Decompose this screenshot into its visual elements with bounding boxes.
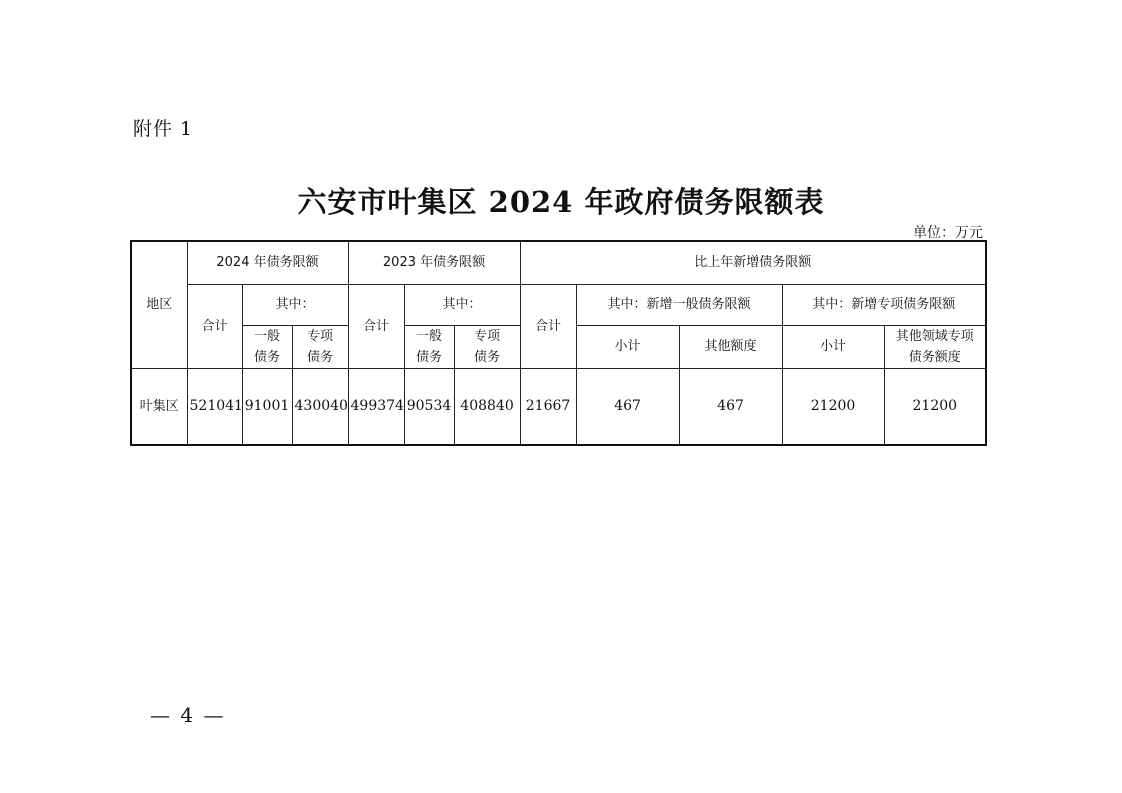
debt-limit-table	[130, 240, 987, 446]
cell-general-2023: 90534	[404, 368, 454, 445]
header-special-line1: 专项	[307, 328, 334, 344]
header-other-special-line2: 债务额度	[908, 349, 961, 365]
header-general-debt-2024	[242, 325, 292, 368]
header-special-debt-2023	[454, 325, 520, 368]
header-general-line2: 债务	[253, 349, 280, 365]
header-general-line1: 一般	[253, 328, 280, 344]
header-special-line2: 债务	[307, 349, 334, 365]
header-new-special-other	[884, 325, 986, 368]
header-general-debt-2023	[404, 325, 454, 368]
header-new-general: 其中：新增一般债务限额	[576, 284, 782, 325]
header-total-2023: 合计	[348, 284, 404, 368]
header-row-1	[131, 241, 986, 284]
cell-increase-total: 21667	[520, 368, 576, 445]
cell-new-special-subtotal: 21200	[782, 368, 884, 445]
header-total-2024: 合计	[187, 284, 242, 368]
header-increase: 比上年新增债务限额	[520, 241, 986, 284]
cell-special-2023: 408840	[454, 368, 520, 445]
cell-general-2024: 91001	[242, 368, 292, 445]
header-other-special-line1: 其他领域专项	[895, 328, 974, 344]
header-special-line1: 专项	[474, 328, 501, 344]
header-general-line1: 一般	[416, 328, 443, 344]
header-new-general-subtotal: 小计	[576, 325, 679, 368]
cell-new-general-subtotal: 467	[576, 368, 679, 445]
header-new-special: 其中：新增专项债务限额	[782, 284, 986, 325]
header-of-which-2023: 其中：	[404, 284, 520, 325]
header-region: 地区	[131, 241, 187, 368]
cell-total-2024: 521041	[187, 368, 242, 445]
header-increase-total: 合计	[520, 284, 576, 368]
header-row-2	[131, 284, 986, 325]
header-general-line2: 债务	[416, 349, 443, 365]
header-new-general-other: 其他额度	[679, 325, 782, 368]
cell-total-2023: 499374	[348, 368, 404, 445]
cell-new-special-other: 21200	[884, 368, 986, 445]
cell-special-2024: 430040	[292, 368, 348, 445]
header-limit-2023: 2023 年债务限额	[348, 241, 520, 284]
header-limit-2024: 2024 年债务限额	[187, 241, 348, 284]
attachment-label: 附件 1	[133, 118, 194, 140]
unit-label: 单位：万元	[913, 225, 983, 241]
header-special-line2: 债务	[474, 349, 501, 365]
header-new-special-subtotal: 小计	[782, 325, 884, 368]
cell-new-general-other: 467	[679, 368, 782, 445]
table-row	[131, 368, 986, 445]
page-title: 六安市叶集区 2024 年政府债务限额表	[297, 185, 825, 219]
cell-region: 叶集区	[131, 368, 187, 445]
header-special-debt-2024	[292, 325, 348, 368]
header-of-which-2024: 其中：	[242, 284, 348, 325]
page-number: — 4 —	[150, 703, 226, 727]
